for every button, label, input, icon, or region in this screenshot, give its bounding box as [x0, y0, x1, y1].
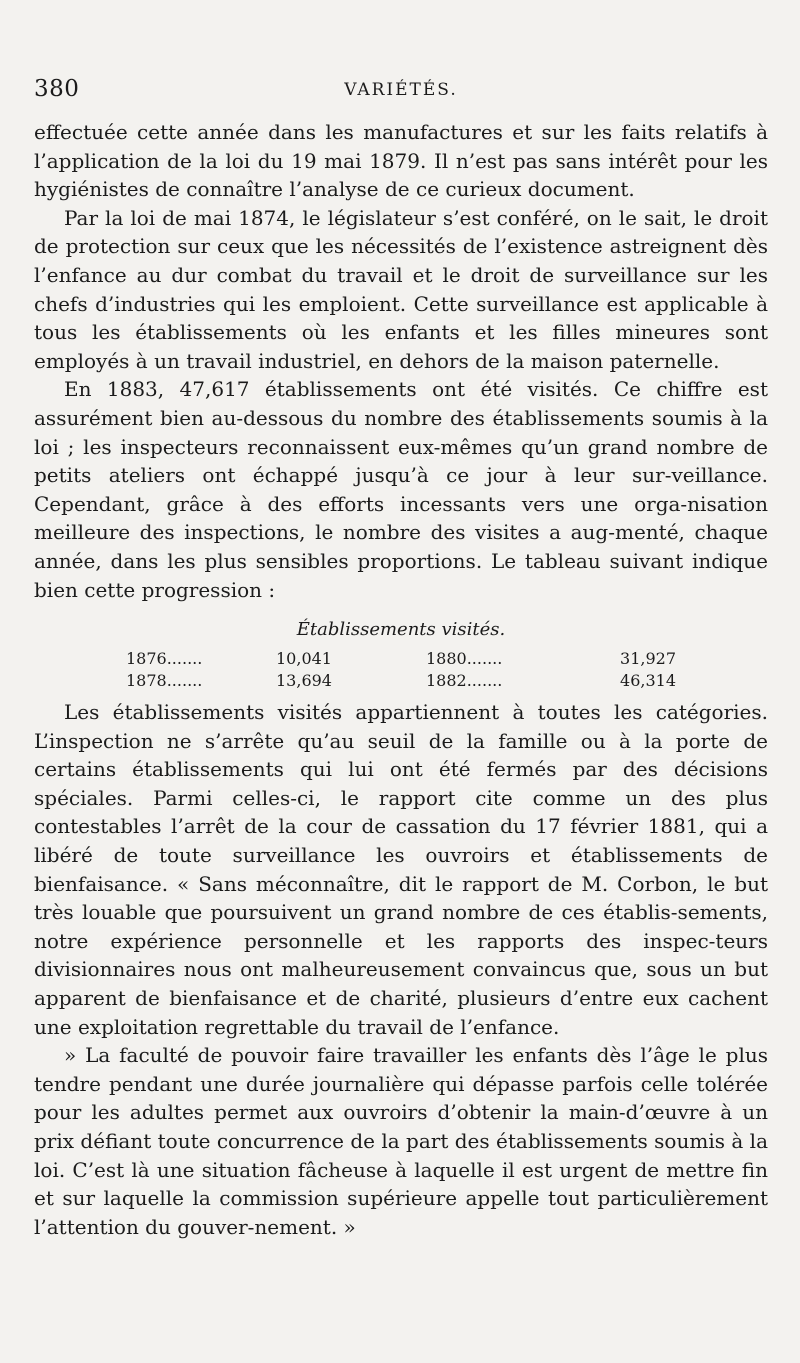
- paragraph-continuation: effectuée cette année dans les manufactures et sur les faits relatifs à l’application de la loi du 19 mai 1879. Il n’est pas sans intérêt pour les hygiénistes de connaître l’analyse de ce curieux document.: [34, 120, 768, 202]
- table-value: 31,927: [620, 649, 676, 669]
- table-value: 10,041: [276, 649, 332, 669]
- table-value: 13,694: [276, 671, 332, 691]
- table-year: 1882.......: [426, 671, 503, 691]
- page-number: 380: [34, 76, 80, 102]
- table-year: 1878.......: [126, 671, 203, 691]
- book-page: [34, 72, 768, 1352]
- paragraph-law-1874: Par la loi de mai 1874, le législateur s’est conféré, on le sait, le droit de protection sur ceux que les nécessités de l’existence astreignent dès l’enfance au dur combat du travail et le droit de surveillance sur les chefs d’industries qui les emploient. Cette surveillance est applicable à tous les établissements où les enfants et les filles mineures sont employés à un travail industriel, en dehors de la maison paternelle.: [34, 205, 768, 373]
- running-head: [34, 72, 768, 112]
- running-title: VARIÉTÉS.: [344, 80, 458, 100]
- table-year: 1876.......: [126, 649, 203, 669]
- paragraph-ouvroirs-quote: » La faculté de pouvoir faire travailler les enfants dès l’âge le plus tendre pendant une durée journalière qui dépasse parfois celle tolérée pour les adultes permet aux ouvroirs d’obtenir la main-d’œuvre à un prix défiant toute concurrence de la part des établissements soumis à la loi. C’est là une situation fâcheuse à laquelle il est urgent de mettre fin et sur laquelle la commission supérieure appelle tout particulièrement l’attention du gouver-nement. »: [34, 1043, 768, 1239]
- table-value: 46,314: [620, 671, 676, 691]
- table-year: 1880.......: [426, 649, 503, 669]
- paragraph-categories: Les établissements visités appartiennent à toutes les catégories. L’inspection ne s’arrête qu’au seuil de la famille ou à la porte de certains établissements qui lui ont été fermés par des décisions spéciales. Parmi celles-ci, le rapport cite comme un des plus contestables l’arrêt de la cour de cassation du 17 février 1881, qui a libéré de toute surveillance les ouvroirs et établissements de bienfaisance. « Sans méconnaître, dit le rapport de M. Corbon, le but très louable que poursuivent un grand nombre de ces établis-sements, notre expérience personnelle et les rapports des inspec-teurs divisionnaires nous ont malheureusement convaincus que, sous un but apparent de bienfaisance et de charité, plusieurs d’entre eux cachent une exploitation regrettable du travail de l’enfance.: [34, 700, 768, 1039]
- visits-table: [34, 618, 768, 692]
- table-grid: [34, 648, 768, 692]
- table-caption: Établissements visités.: [296, 619, 506, 641]
- paragraph-visits-1883: En 1883, 47,617 établissements ont été visités. Ce chiffre est assurément bien au-dessous du nombre des établissements soumis à la loi ; les inspecteurs reconnaissent eux-mêmes qu’un grand nombre de petits ateliers ont échappé jusqu’à ce jour à leur sur-veillance. Cependant, grâce à des efforts incessants vers une orga-nisation meilleure des inspections, le nombre des visites a aug-menté, chaque année, dans les plus sensibles proportions. Le tableau suivant indique bien cette progression :: [34, 377, 768, 602]
